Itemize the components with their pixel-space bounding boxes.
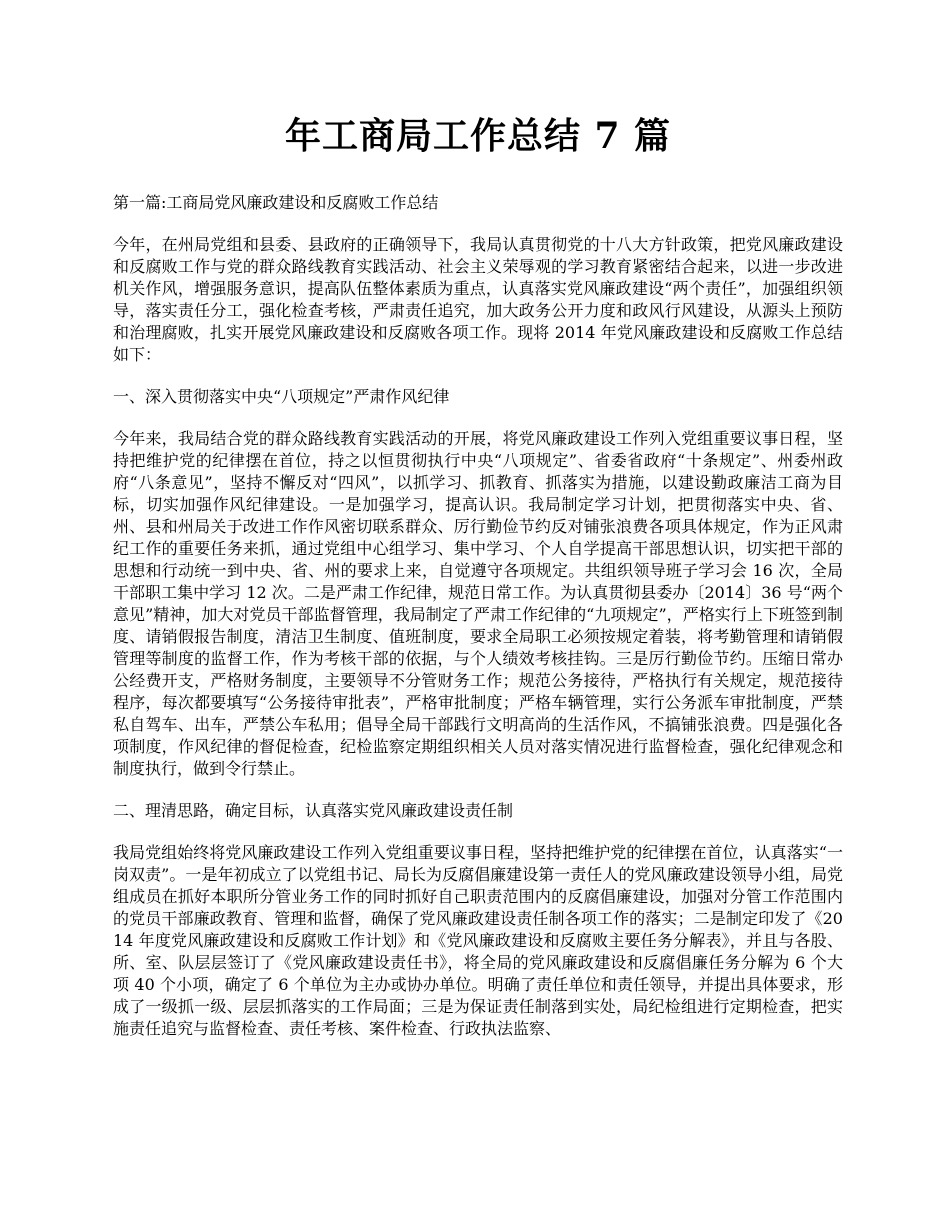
section-2-heading: 二、理清思路，确定目标，认真落实党风廉政建设责任制: [113, 801, 514, 820]
intro-paragraph: 今年，在州局党组和县委、县政府的正确领导下，我局认真贯彻党的十八大方针政策，把党风廉政建设和反腐败工作与党的群众路线教育实践活动、社会主义荣辱观的学习教育紧密结合起来，以进一步改进机关作风，增强服务意识，提高队伍整体素质为重点，认真落实党风廉政建设“两个责任”，加强组织领导，落实责任分工，强化检查考核，严肃责任追究，加大政务公开力度和政风行风建设，从源头上预防和治理腐败，扎实开展党风廉政建设和反腐败各项工作。现将 2014 年党风廉政建设和反腐败工作总结如下：: [113, 235, 843, 364]
section-2-paragraph: 我局党组始终将党风廉政建设工作列入党组重要议事日程，坚持把维护党的纪律摆在首位，认真落实“一岗双责”。一是年初成立了以党组书记、局长为反腐倡廉建设第一责任人的党风廉政建设领导小组，局党组成员在抓好本职所分管业务工作的同时抓好自己职责范围内的反腐倡廉建设，加强对分管工作范围内的党员干部廉政教育、管理和监督，确保了党风廉政建设责任制各项工作的落实；二是制定印发了《2014 年度党风廉政建设和反腐败工作计划》和《党风廉政建设和反腐败主要任务分解表》，并且与各股、所、室、队层层签订了《党风廉政建设责任书》，将全局的党风廉政建设和反腐倡廉任务分解为 6 个大项 40 个小项，确定了 6 个单位为主办或协办单位。明确了责任单位和责任领导，并提出具体要求，形成了一级抓一级、层层抓落实的工作局面；三是为保证责任制落到实处，局纪检组进行定期检查，把实施责任追究与监督检查、责任考核、案件检查、行政执法监察、: [113, 843, 843, 1038]
section-1-heading: 一、深入贯彻落实中央“八项规定”严肃作风纪律: [113, 387, 450, 406]
section-1-paragraph: 今年来，我局结合党的群众路线教育实践活动的开展，将党风廉政建设工作列入党组重要议事日程，坚持把维护党的纪律摆在首位，持之以恒贯彻执行中央“八项规定”、省委省政府“十条规定”、州委州政府“八条意见”，坚持不懈反对“四风”，以抓学习、抓教育、抓落实为措施，以建设勤政廉洁工商为目标，切实加强作风纪律建设。一是加强学习，提高认识。我局制定学习计划，把贯彻落实中央、省、州、县和州局关于改进工作作风密切联系群众、厉行勤俭节约反对铺张浪费各项具体规定，作为正风肃纪工作的重要任务来抓，通过党组中心组学习、集中学习、个人自学提高干部思想认识，切实把干部的思想和行动统一到中央、省、州的要求上来，自觉遵守各项规定。共组织领导班子学习会 16 次，全局干部职工集中学习 12 次。二是严肃工作纪律，规范日常工作。为认真贯彻县委办〔2014〕36 号“两个意见”精神，加大对党员干部监督管理，我局制定了严肃工作纪律的“九项规定”，严格实行上下班签到制度、请销假报告制度，清洁卫生制度、值班制度，要求全局职工必须按规定着装，将考勤管理和请销假管理等制度的监督工作，作为考核干部的依据，与个人绩效考核挂钩。三是厉行勤俭节约。压缩日常办公经费开支，严格财务制度，主要领导不分管财务工作；规范公务接待，严格执行有关规定，规范接待程序，每次都要填写“公务接待审批表”，严格审批制度；严格车辆管理，实行公务派车审批制度，严禁私自驾车、出车，严禁公车私用；倡导全局干部践行文明高尚的生活作风，不搞铺张浪费。四是强化各项制度，作风纪律的督促检查，纪检监察定期组织相关人员对落实情况进行监督检查，强化纪律观念和制度执行，做到令行禁止。: [113, 429, 843, 778]
document-title: 年工商局工作总结 7 篇: [284, 115, 672, 157]
document-subtitle: 第一篇:工商局党风廉政建设和反腐败工作总结: [113, 193, 439, 212]
document-page: [113, 108, 843, 1060]
